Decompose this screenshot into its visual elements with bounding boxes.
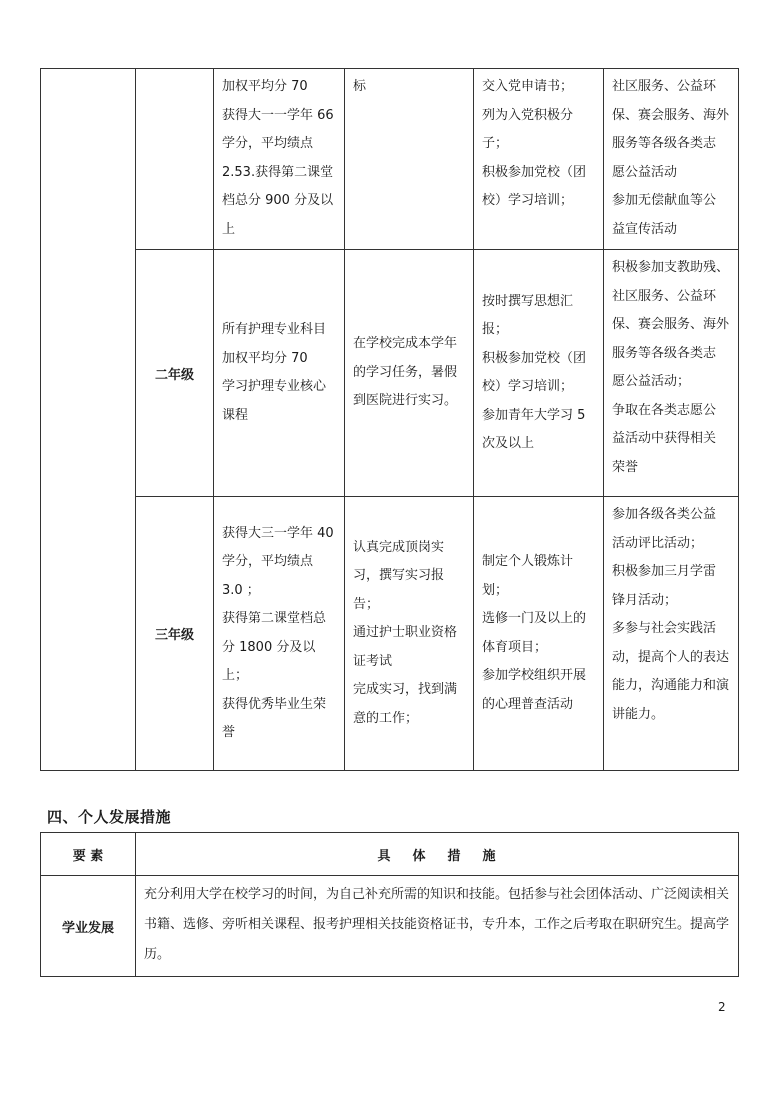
academic-text: 所有护理专业科目 加权平均分 70 学习护理专业核心 课程 xyxy=(222,322,327,423)
practice-cell xyxy=(345,497,474,771)
measure-text: 充分利用大学在校学习的时间，为自己补充所需的知识和技能。包括参与社会团体活动、广泛阅读相关书籍、选修、旁听相关课程、报考护理相关技能资格证书，专升本，工作之后考取在职研究生。提高学历。 xyxy=(136,876,739,977)
header-measures: 具体措施 xyxy=(136,833,739,876)
academic-text: 获得大三一学年 40 学分，平均绩点 3.0 ； 获得第二课堂档总 分 1800 分及以上； 获得优秀毕业生荣 誉 xyxy=(222,525,334,740)
academic-cell xyxy=(214,250,345,497)
grade-cell xyxy=(136,69,214,250)
table-row xyxy=(41,250,739,497)
volunteer-text: 积极参加支教助残、 社区服务、公益环 保、赛会服务、海外 服务等各级各类志 愿公益活动； 争取在各类志愿公 益活动中获得相关 荣誉 xyxy=(612,260,730,475)
practice-cell xyxy=(345,69,474,250)
political-text: 制定个人锻炼计 划； 选修一门及以上的 体育项目； 参加学校组织开展 的心理普查活动 xyxy=(482,554,587,712)
blank-cell xyxy=(41,69,136,771)
political-cell xyxy=(474,69,604,250)
practice-text: 认真完成顶岗实 习，撰写实习报告； 通过护士职业资格 证考试 完成实习，找到满 意的工作； xyxy=(353,539,458,726)
practice-cell xyxy=(345,250,474,497)
political-cell xyxy=(474,250,604,497)
practice-text: 在学校完成本学年 的学习任务，暑假 到医院进行实习。 xyxy=(353,336,458,409)
academic-cell xyxy=(214,497,345,771)
table-row xyxy=(41,876,739,977)
grade-cell: 三年级 xyxy=(136,497,214,771)
volunteer-cell xyxy=(604,250,739,497)
academic-cell xyxy=(214,69,345,250)
practice-text: 标 xyxy=(353,79,367,94)
grade-cell: 二年级 xyxy=(136,250,214,497)
volunteer-cell xyxy=(604,69,739,250)
table-row xyxy=(41,497,739,771)
plan-table xyxy=(40,68,739,771)
political-text: 交入党申请书； 列为入党积极分 子； 积极参加党校（团 校）学习培训； xyxy=(482,79,587,208)
section-title: 四、个人发展措施 xyxy=(47,808,172,826)
factor-cell: 学业发展 xyxy=(41,876,136,977)
political-cell xyxy=(474,497,604,771)
volunteer-text: 参加各级各类公益 活动评比活动； 积极参加三月学雷 锋月活动； 多参与社会实践活 动，提高个人的表达 能力，沟通能力和演 讲能力。 xyxy=(612,507,730,722)
header-row xyxy=(41,833,739,876)
page-number: 2 xyxy=(718,1000,726,1014)
header-factor: 要 素 xyxy=(41,833,136,876)
volunteer-cell xyxy=(604,497,739,771)
volunteer-text: 社区服务、公益环 保、赛会服务、海外 服务等各级各类志 愿公益活动 参加无偿献血等公 益宣传活动 xyxy=(612,79,730,237)
political-text: 按时撰写思想汇 报； 积极参加党校（团 校）学习培训； 参加青年大学习 5 次及以上 xyxy=(482,293,587,451)
academic-text: 加权平均分 70 获得大一一学年 66 学分，平均绩点 2.53.获得第二课堂 档总分 900 分及以 上 xyxy=(222,79,334,237)
table-row xyxy=(41,69,739,250)
measures-table xyxy=(40,832,739,977)
